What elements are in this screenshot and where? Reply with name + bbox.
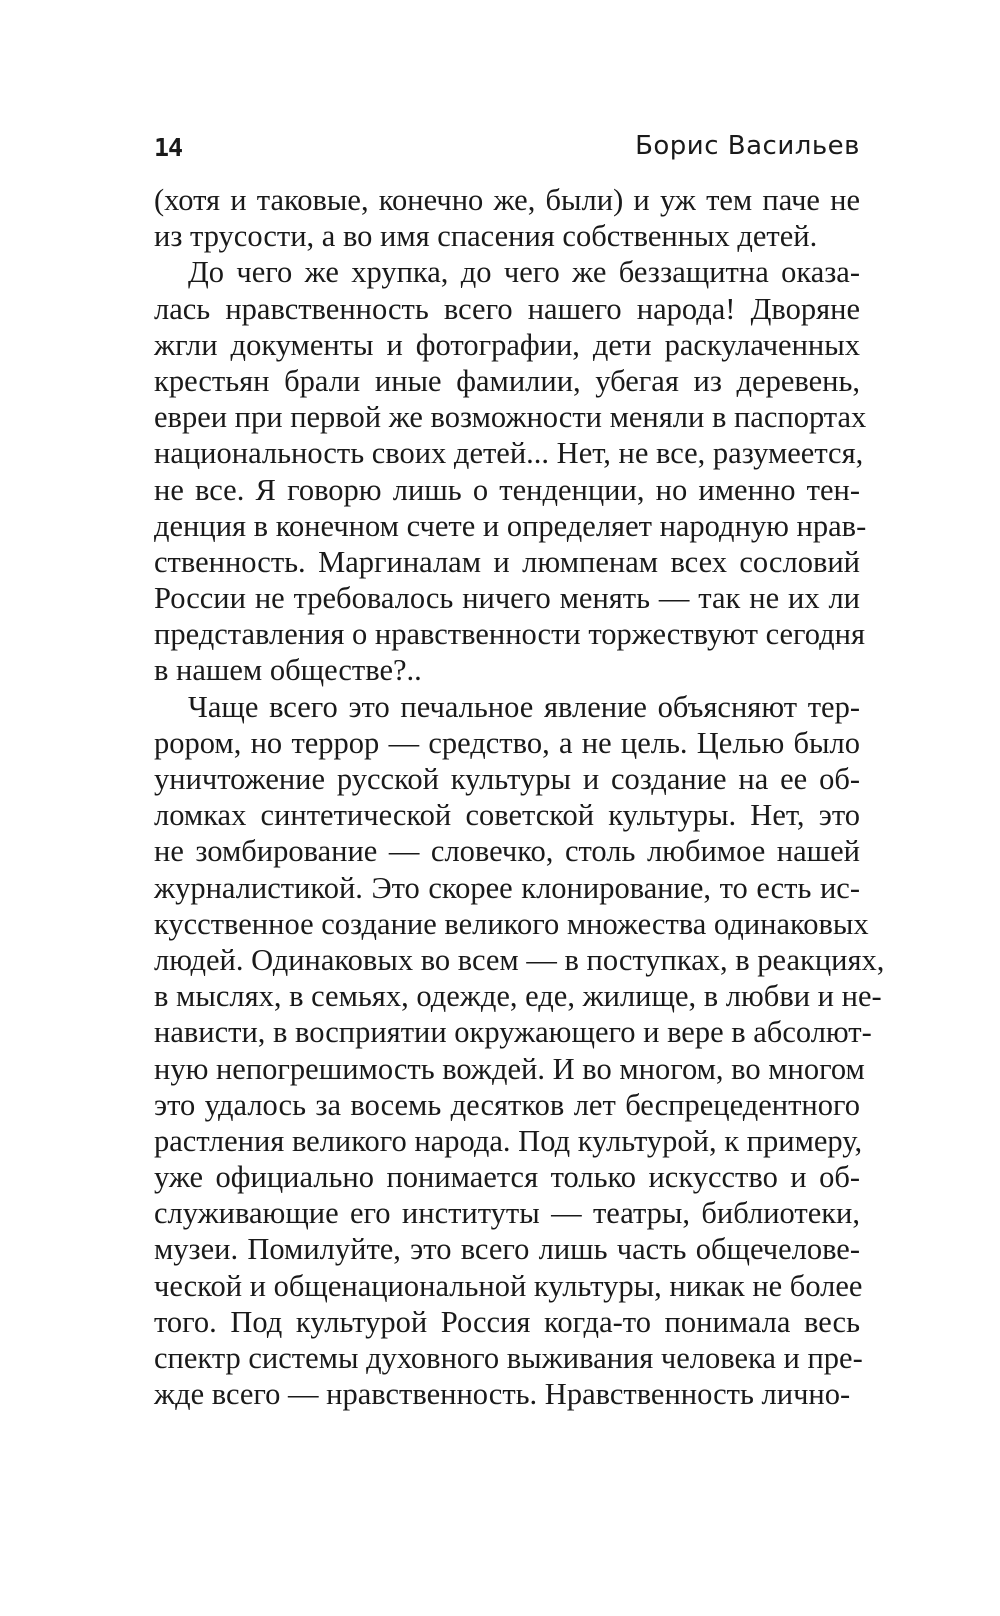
text-line: не зомбирование — словечко, столь любимое нашей xyxy=(154,834,860,869)
text-line: в мыслях, в семьях, одежде, еде, жилище, в любви и не- xyxy=(154,979,882,1014)
text-line: в нашем обществе?.. xyxy=(154,653,422,688)
text-line: музеи. Помилуйте, это всего лишь часть общечелове- xyxy=(154,1232,860,1267)
text-line: денция в конечном счете и определяет народную нрав- xyxy=(154,508,867,543)
text-line: ственность. Маргиналам и люмпенам всех сословий xyxy=(154,544,860,579)
text-line: крестьян брали иные фамилии, убегая из деревень, xyxy=(154,363,860,398)
text-line: людей. Одинаковых во всем — в поступках, в реакциях, xyxy=(154,942,885,977)
text-line: ломках синтетической советской культуры. Нет, это xyxy=(154,798,860,833)
text-line: Чаще всего это печальное явление объясняют тер- xyxy=(188,689,860,724)
paragraph xyxy=(154,689,885,1413)
text-line: национальность своих детей... Нет, не все, разумеется, xyxy=(154,436,864,471)
text-line: того. Под культурой Россия когда-то понимала весь xyxy=(154,1304,860,1339)
text-line: служивающие его институты — театры, библиотеки, xyxy=(154,1196,860,1231)
text-line: растления великого народа. Под культурой, к примеру, xyxy=(154,1123,863,1158)
text-line: нависти, в восприятии окружающего и вере в абсолют- xyxy=(154,1015,872,1050)
text-line: спектр системы духовного выживания человека и пре- xyxy=(154,1341,863,1375)
text-line: жде всего — нравственность. Нравственность лично- xyxy=(154,1377,851,1412)
text-line: из трусости, а во имя спасения собственных детей. xyxy=(154,219,818,254)
paragraph xyxy=(154,254,867,688)
text-line: жгли документы и фотографии, дети раскулаченных xyxy=(154,327,860,362)
text-line: (хотя и таковые, конечно же, были) и уж тем паче не xyxy=(154,183,860,217)
paragraph xyxy=(154,182,860,254)
text-line: кусственное создание великого множества одинаковых xyxy=(154,906,869,941)
text-line: До чего же хрупка, до чего же беззащитна оказа- xyxy=(188,255,860,290)
text-line: лась нравственность всего нашего народа! Дворяне xyxy=(154,291,860,326)
text-line: уже официально понимается только искусство и об- xyxy=(154,1160,860,1195)
running-head-author: Борис Васильев xyxy=(635,131,860,161)
page-header xyxy=(154,130,860,170)
text-line: ную непогрешимость вождей. И во многом, во многом xyxy=(154,1051,865,1086)
text-line: не все. Я говорю лишь о тенденции, но именно тен- xyxy=(154,472,860,507)
text-line: это удалось за восемь десятков лет беспрецедентного xyxy=(154,1087,860,1122)
text-line: России не требовалось ничего менять — так не их ли xyxy=(154,581,860,616)
text-line: рором, но террор — средство, а не цель. Целью было xyxy=(154,725,860,760)
text-line: ческой и общенациональной культуры, никак не более xyxy=(154,1268,863,1303)
body-text xyxy=(154,182,885,1412)
text-line: евреи при первой же возможности меняли в паспортах xyxy=(154,400,867,435)
page-number: 14 xyxy=(154,133,183,162)
text-line: уничтожение русской культуры и создание на ее об- xyxy=(154,762,860,796)
text-line: представления о нравственности торжествуют сегодня xyxy=(154,617,866,652)
text-line: журналистикой. Это скорее клонирование, то есть ис- xyxy=(154,870,860,905)
